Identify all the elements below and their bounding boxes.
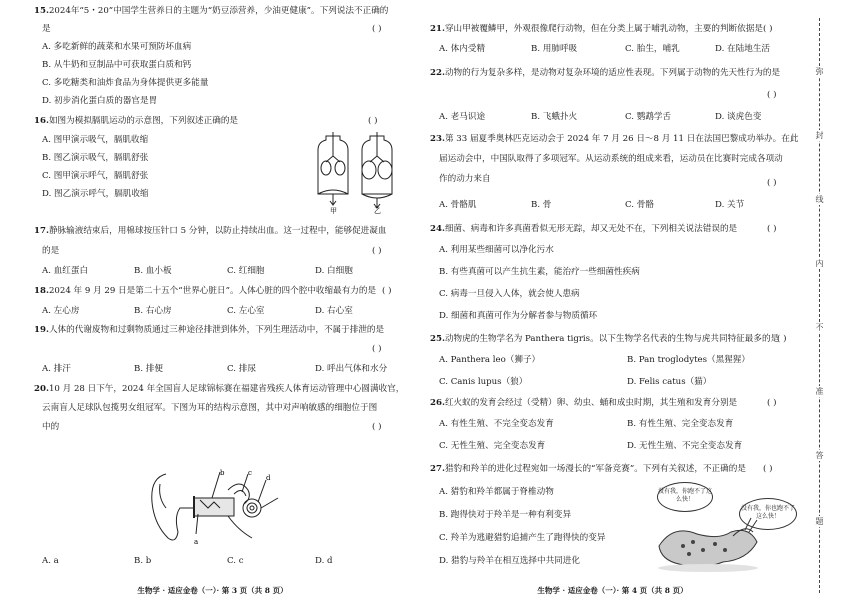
margin-char: 弥 (815, 67, 824, 76)
question-text: 10 月 28 日下午，2024 年全国盲人足球锦标赛在福建省残疾人体育运动管理中心圆满收官， (48, 384, 405, 394)
cheetah-antelope-illustration (653, 516, 763, 572)
option-d: D. 图乙演示呼气，膈肌收缩 (42, 189, 149, 199)
question-text: 2024 年 9 月 29 日是第二十五个“世界心脏日”。人体心脏的四个腔中收缩最有力的是 (48, 286, 377, 296)
question-text: 作的动力来自 (439, 174, 491, 184)
ear-label-b: b (220, 469, 225, 477)
option-a: A. 猎豹和羚羊都属于脊椎动物 (439, 487, 554, 497)
margin-char: 答 (815, 451, 824, 460)
question-text: 细菌、病毒和许多真菌看似无形无踪，却又无处不在，下列相关说法错误的是 (444, 224, 738, 234)
option-b: B. b (134, 556, 152, 566)
page-footer: 生物学 · 适应金卷（一）· 第 4 页（共 8 页） (537, 586, 688, 595)
answer-blank: ( ) (767, 224, 777, 234)
option-a: A. 骨骼肌 (439, 200, 477, 210)
question-number: 26. (430, 398, 445, 408)
option-c: C. 排尿 (227, 364, 256, 374)
option-d: D. 右心室 (315, 306, 353, 316)
option-d: D. 猎豹与羚羊在相互选择中共同进化 (439, 556, 580, 566)
margin-char: 准 (815, 387, 824, 396)
option-b: B. 有性生殖、完全变态发育 (627, 419, 734, 429)
question-number: 21. (430, 24, 445, 34)
question-number: 20. (34, 384, 49, 394)
option-d: D. 白细胞 (315, 266, 353, 276)
answer-blank: ( ) (368, 116, 378, 126)
question-number: 24. (430, 224, 445, 234)
option-c: C. 胎生，哺乳 (625, 44, 680, 54)
option-b: B. 跑得快对于羚羊是一种有利变异 (439, 510, 572, 520)
option-b: B. 血小板 (134, 266, 172, 276)
answer-blank: ( ) (372, 246, 382, 256)
figure-label-jia: 甲 (330, 207, 337, 214)
option-d: D. 关节 (715, 200, 745, 210)
question-text: 静脉输液结束后，用棉球按压针口 5 分钟，以防止持续出血。这一过程中，能够促进凝血 (48, 226, 387, 236)
option-a: A. a (42, 556, 59, 566)
ear-structure-figure (148, 468, 288, 546)
answer-blank: ( ) (763, 464, 773, 474)
answer-blank: ( ) (372, 24, 382, 34)
option-b: B. 用肺呼吸 (531, 44, 578, 54)
page-footer: 生物学 · 适应金卷（一）· 第 3 页（共 8 页） (137, 586, 288, 595)
question-number: 22. (430, 68, 445, 78)
answer-blank: ( ) (763, 24, 773, 34)
question-text: 2024年“5・20”中国学生营养日的主题为“奶豆添营养，少油更健康”。下列说法不正确的 (48, 6, 389, 16)
option-a: A. 有性生殖、不完全变态发育 (439, 419, 554, 429)
question-text: 猎豹和羚羊的进化过程宛如一场漫长的“军备竞赛”。下列有关叙述，不正确的是 (444, 464, 746, 474)
option-a: A. 利用某些细菌可以净化污水 (439, 245, 554, 255)
margin-char: 线 (815, 195, 824, 204)
option-a: A. 血红蛋白 (42, 266, 89, 276)
answer-blank: ( ) (767, 178, 777, 188)
option-c: C. 多吃糖类和油炸食品为身体提供更多能量 (42, 78, 209, 88)
question-text: 动物虎的生物学名为 Panthera tigris。以下生物学名代表的生物与虎共同特征最多的是 (444, 334, 780, 344)
question-number: 27. (430, 464, 445, 474)
question-number: 15. (34, 6, 49, 16)
question-text: 是 (42, 24, 51, 34)
option-d: D. 无性生殖、不完全变态发育 (627, 441, 743, 451)
option-a: A. Panthera leo（狮子） (439, 355, 541, 365)
question-number: 23. (430, 134, 445, 144)
answer-blank: ( ) (767, 90, 777, 100)
answer-blank: ( ) (372, 344, 382, 354)
question-text: 红火蚁的发育会经过（受精）卵、幼虫、蛹和成虫时期，其生殖和发育分别是 (444, 398, 738, 408)
option-d: D. d (315, 556, 333, 566)
left-page (0, 0, 425, 607)
ear-label-a: a (194, 538, 199, 546)
answer-blank: ( ) (777, 334, 787, 344)
question-text: 人体的代谢废物和过剩物质通过三种途径排泄到体外，下列生理活动中，不属于排泄的是 (48, 325, 385, 335)
option-b: B. 骨 (531, 200, 552, 210)
question-number: 25. (430, 334, 445, 344)
option-c: C. 图甲演示呼气，膈肌舒张 (42, 171, 149, 181)
option-c: C. 红细胞 (227, 266, 265, 276)
option-d: D. 初步消化蛋白质的器官是胃 (42, 96, 158, 106)
margin-char: 不 (815, 323, 824, 332)
option-c: C. 羚羊为逃避猎豹追捕产生了跑得快的变异 (439, 533, 606, 543)
option-c: C. 鹦鹉学舌 (625, 112, 672, 122)
answer-blank: ( ) (382, 286, 392, 296)
question-text: 穿山甲被覆鳞甲，外观很像爬行动物，但在分类上属于哺乳动物，主要的判断依据是 (444, 24, 763, 34)
option-c: C. 无性生殖、完全变态发育 (439, 441, 546, 451)
option-b: B. 排便 (134, 364, 163, 374)
question-number: 17. (34, 226, 49, 236)
option-c: C. 左心室 (227, 306, 265, 316)
question-text: 的是 (42, 246, 60, 256)
option-d: D. 呼出气体和水分 (315, 364, 388, 374)
option-b: B. 图乙演示吸气，膈肌舒张 (42, 153, 149, 163)
option-a: A. 老马识途 (439, 112, 486, 122)
option-c: C. 骨骼 (625, 200, 654, 210)
question-text: 如图为模拟膈肌运动的示意图，下列叙述正确的是 (48, 116, 239, 126)
option-a: A. 左心房 (42, 306, 80, 316)
option-a: A. 体内受精 (439, 44, 486, 54)
option-b: B. Pan troglodytes（黑猩猩） (627, 355, 750, 365)
option-a: A. 图甲演示吸气，膈肌收缩 (42, 135, 149, 145)
question-number: 16. (34, 116, 49, 126)
option-c: C. c (227, 556, 244, 566)
option-d: D. 谈虎色变 (715, 112, 762, 122)
option-a: A. 多吃新鲜的蔬菜和水果可预防坏血病 (42, 42, 192, 52)
cheetah-antelope-figure (647, 482, 799, 572)
option-b: B. 有些真菌可以产生抗生素，能治疗一些细菌性疾病 (439, 267, 640, 277)
option-b: B. 右心房 (134, 306, 172, 316)
right-page (425, 0, 800, 607)
binding-margin (800, 0, 860, 607)
speech-bubble-right: 没有我，你也跑不了这么快！ (739, 498, 797, 530)
ear-label-d: d (266, 474, 271, 482)
diaphragm-model-figure (310, 132, 405, 214)
question-text: 云南盲人足球队包揽男女组冠军。下图为耳的结构示意图，其中对声响敏感的细胞位于图 (42, 403, 378, 413)
option-b: B. 从牛奶和豆制品中可获取蛋白质和钙 (42, 60, 192, 70)
margin-char: 内 (815, 259, 824, 268)
question-text: 第 33 届夏季奥林匹克运动会于 2024 年 7 月 26 日～8 月 11 日在法国巴黎成功举办。在此 (444, 134, 799, 144)
figure-label-yi: 乙 (374, 207, 381, 214)
option-d: D. Felis catus（猫） (627, 377, 712, 387)
margin-char: 题 (815, 517, 824, 526)
speech-bubble-left: 没有我，你跑不了这么快！ (657, 482, 713, 512)
question-text: 中的 (42, 422, 60, 432)
question-number: 18. (34, 286, 49, 296)
question-number: 19. (34, 325, 49, 335)
option-c: C. Canis lupus（狼） (439, 377, 528, 387)
option-a: A. 排汗 (42, 364, 71, 374)
answer-blank: ( ) (372, 422, 382, 432)
option-d: D. 细菌和真菌可作为分解者参与物质循环 (439, 311, 598, 321)
option-c: C. 病毒一旦侵入人体，就会使人患病 (439, 289, 580, 299)
margin-char: 封 (815, 131, 824, 140)
option-b: B. 飞蛾扑火 (531, 112, 578, 122)
question-text: 动物的行为复杂多样，是动物对复杂环境的适应性表现。下列属于动物的先天性行为的是 (444, 68, 781, 78)
question-text: 届运动会中，中国队取得了多项冠军。从运动系统的组成来看，运动员在比赛时完成各项动 (439, 154, 783, 164)
ear-label-c: c (248, 469, 252, 477)
seal-line (819, 18, 820, 593)
option-d: D. 在陆地生活 (715, 44, 771, 54)
answer-blank: ( ) (767, 398, 777, 408)
